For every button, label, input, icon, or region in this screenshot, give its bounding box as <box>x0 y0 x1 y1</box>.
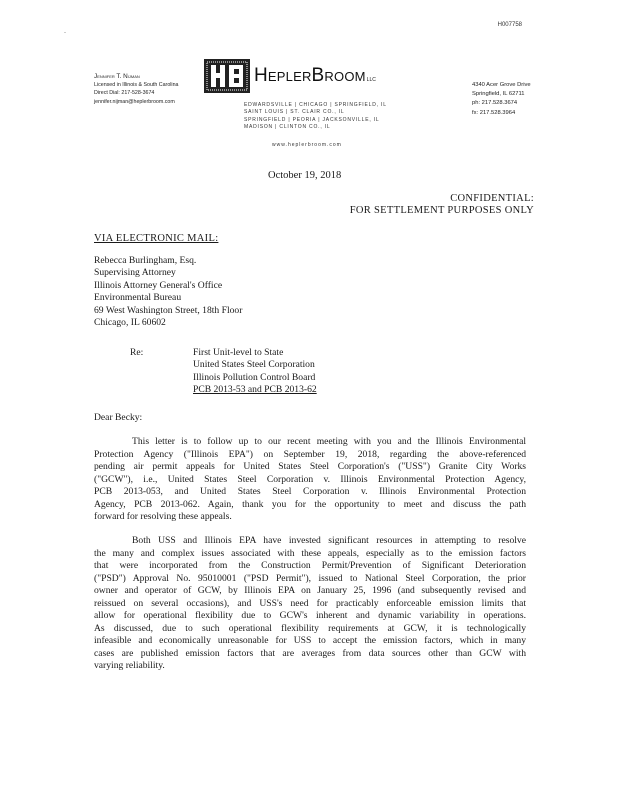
salutation: Dear Becky: <box>94 412 143 423</box>
recipient-line: Chicago, IL 60602 <box>94 317 166 329</box>
address-line: ph: 217.528.3674 <box>472 100 518 107</box>
recipient-line: Illinois Attorney General's Office <box>94 279 223 291</box>
firm-logo-icon <box>204 59 250 93</box>
attorney-name: Jennifer T. Nijman <box>94 73 140 80</box>
re-label: Re: <box>130 347 144 358</box>
paragraph-line: As discussed, due to such operational flexibility requirements at GCW, it is technologically <box>94 622 526 634</box>
recipient-line: Rebecca Burlingham, Esq. <box>94 255 197 266</box>
office-line: SAINT LOUIS | ST. CLAIR CO., IL <box>244 109 345 116</box>
paragraph-line: allow for operational flexibility due to GCW's inherent and dynamic variability in operations. <box>94 610 526 621</box>
paragraph-line: Protection Agency ("Illinois EPA") on September 19, 2018, regarding the above-referenced <box>94 448 526 460</box>
recipient-line: 69 West Washington Street, 18th Floor <box>94 304 243 316</box>
re-block <box>193 347 317 397</box>
paragraph-line: cases are published emission factors that are averages from data sources other than GCW with <box>94 647 526 659</box>
firm-name-text: HeplerBroom <box>254 65 366 86</box>
paragraph-line: ("PSD") Approval No. 95010001 ("PSD Permit"), issued to National Steel Corporation, the prior <box>94 572 526 584</box>
bates-number: H007758 <box>497 22 522 28</box>
re-line: PCB 2013-53 and PCB 2013-62 <box>193 384 317 396</box>
body-paragraph-2 <box>94 535 526 673</box>
paragraph-line: Agency, PCB 2013-062. Again, thank you for the opportunity to meet and discuss the path <box>94 498 526 510</box>
office-line: SPRINGFIELD | PEORIA | JACKSONVILLE, IL <box>244 116 380 123</box>
paragraph-line: the many and complex issues associated with these appeals, especially as to the emission factors <box>94 547 526 559</box>
paragraph-line: infeasible and economically unreasonable for USS to accept the emission factors, which in many <box>94 635 526 646</box>
paragraph-line: Both USS and Illinois EPA have invested significant resources in attempting to resolve <box>132 535 526 546</box>
paragraph-line: varying reliability. <box>94 660 165 671</box>
re-line: United States Steel Corporation <box>193 359 315 371</box>
firm-website: www.heplerbroom.com <box>272 142 342 148</box>
paragraph-line: PCB 2013-053, and United States Steel Corporation v. Illinois Environmental Protection <box>94 486 526 497</box>
recipient-line: Supervising Attorney <box>94 267 176 279</box>
delivery-method: VIA ELECTRONIC MAIL: <box>94 233 219 244</box>
paragraph-line: forward for resolving these appeals. <box>94 511 232 522</box>
paragraph-line: reissued on several occasions), and USS's need for practicably enforceable emission limits that <box>94 597 526 609</box>
paragraph-line: pending air permit appeals for United States Steel Corporation's ("USS") Granite City Works <box>94 461 526 472</box>
re-line: First Unit-level to State <box>193 347 284 358</box>
paragraph-line: owner and operator of GCW, by Illinois EPA on January 25, 1996 (and subsequently revised and <box>94 585 526 596</box>
firm-suffix: LLC <box>366 77 376 83</box>
attorney-line: Direct Dial: 217-528-3674 <box>94 90 155 97</box>
address-line: Springfield, IL 62711 <box>472 91 525 98</box>
recipient-block <box>94 255 242 329</box>
office-line: MADISON | CLINTON CO., IL <box>244 124 331 131</box>
address-line: 4340 Acer Grove Drive <box>472 82 531 88</box>
confidential-notice <box>350 193 534 217</box>
firm-address <box>472 81 531 118</box>
firm-logo <box>204 59 376 93</box>
paragraph-line: ("GCW"), i.e., United States Steel Corporation v. Illinois Environmental Protection Agency, <box>94 473 526 485</box>
body-paragraph-1 <box>94 436 526 524</box>
office-line: EDWARDSVILLE | CHICAGO | SPRINGFIELD, IL <box>244 102 387 108</box>
paragraph-line: that were incorporated from the Construction Permit/Prevention of Significant Deterioration <box>94 560 526 571</box>
firm-name <box>254 65 376 87</box>
attorney-line: jennifer.nijman@heplerbroom.com <box>94 98 175 105</box>
letter-date: October 19, 2018 <box>268 170 342 181</box>
confidential-line: FOR SETTLEMENT PURPOSES ONLY <box>349 205 534 216</box>
office-list <box>244 102 387 132</box>
attorney-block <box>94 73 179 106</box>
recipient-line: Environmental Bureau <box>94 292 182 304</box>
confidential-line: CONFIDENTIAL: <box>450 193 534 204</box>
re-line: Illinois Pollution Control Board <box>193 371 316 383</box>
attorney-line: Licensed in Illinois & South Carolina <box>94 82 179 89</box>
address-line: fx: 217.528.3964 <box>472 109 516 116</box>
stray-mark: - <box>64 30 66 36</box>
paragraph-line: This letter is to follow up to our recent meeting with you and the Illinois Environmental <box>132 436 526 447</box>
